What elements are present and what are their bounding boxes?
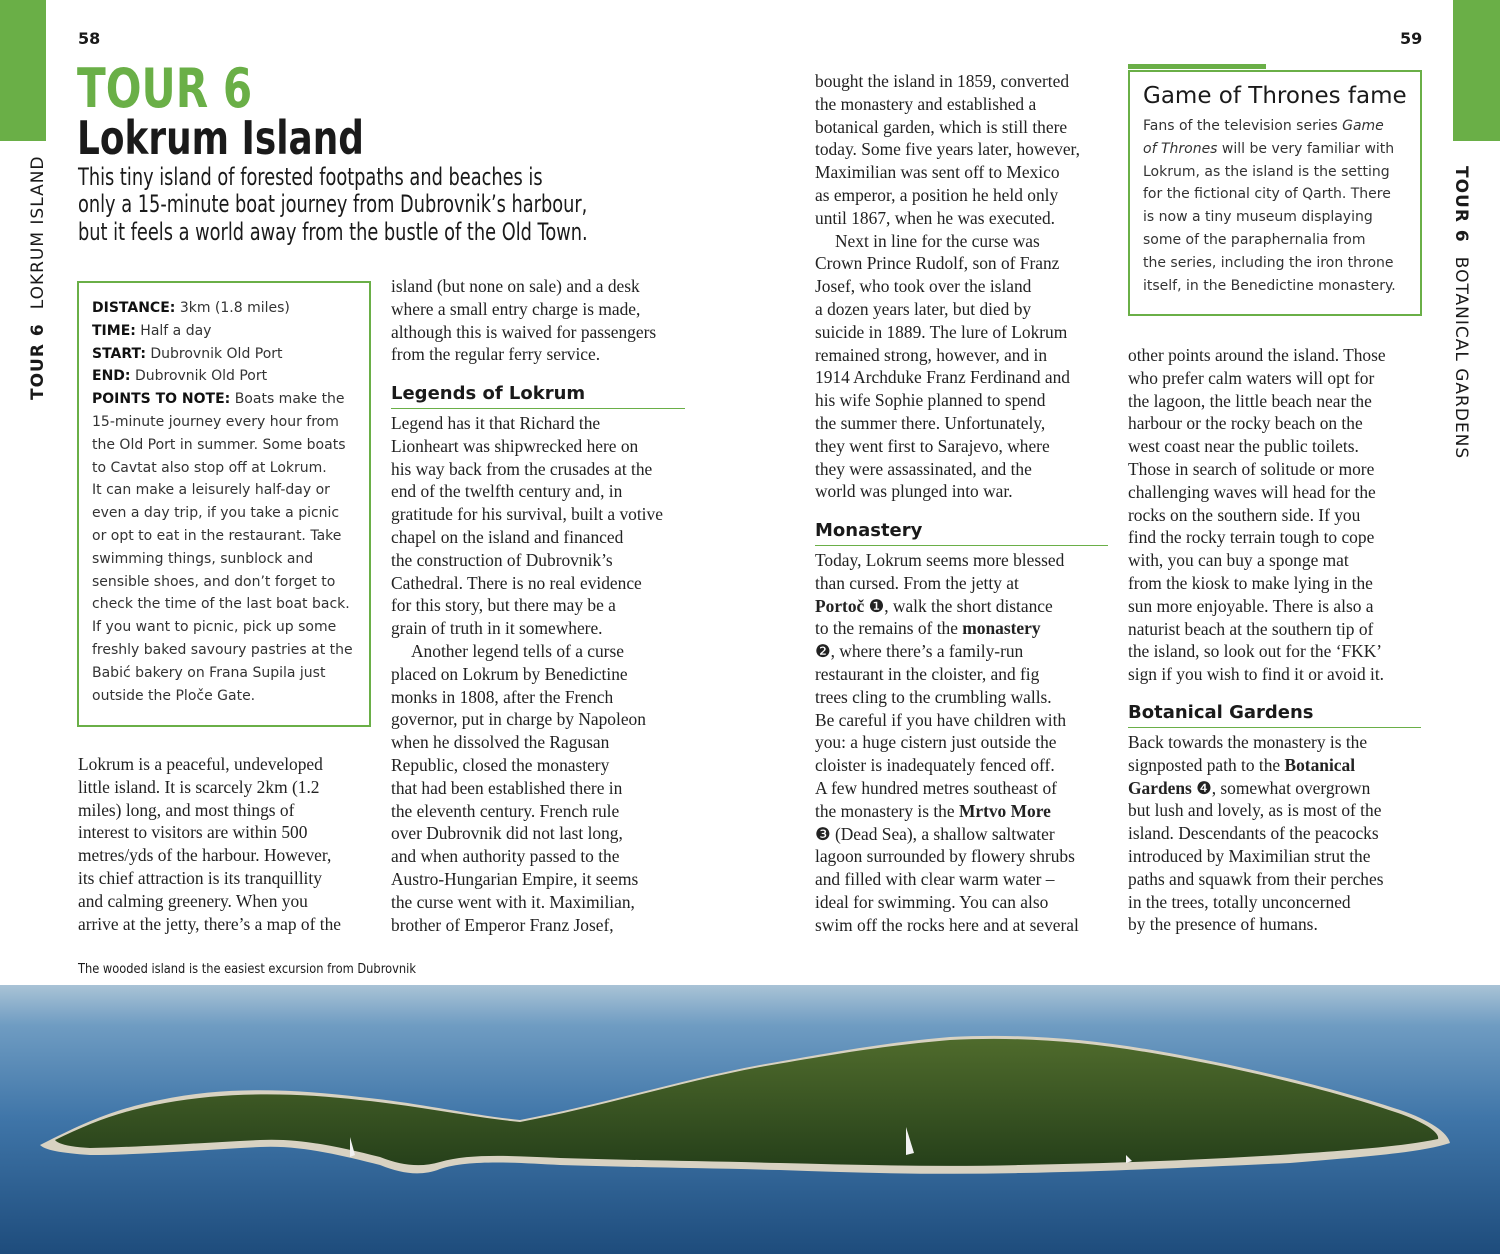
side-label-text: BOTANICAL GARDENS <box>1451 256 1471 460</box>
text-line: the construction of Dubrovnik’s <box>391 549 613 570</box>
body-column-3a <box>815 70 1080 503</box>
text-line: It can make a leisurely half-day or <box>92 482 330 499</box>
text-line: DISTANCE: 3km (1.8 miles) <box>92 300 290 316</box>
intro-line: This tiny island of forested footpaths and beaches is <box>78 163 543 191</box>
text-line: his way back from the crusades at the <box>391 458 653 479</box>
text-line: and calming greenery. When you <box>78 890 308 911</box>
text-line: naturist beach at the southern tip of <box>1128 618 1374 639</box>
got-box-title: Game of Thrones fame <box>1143 83 1407 109</box>
heading-monastery: Monastery <box>815 520 1108 546</box>
text-line: If you want to picnic, pick up some <box>92 619 337 636</box>
text-line: restaurant in the cloister, and fig <box>815 663 1040 684</box>
text-line: or opt to eat in the restaurant. Take <box>92 527 342 544</box>
side-label-tour: TOUR 6 <box>1451 166 1471 243</box>
text-line: Back towards the monastery is the <box>1128 732 1368 752</box>
text-line: bought the island in 1859, converted <box>815 71 1070 91</box>
text-line: trees cling to the crumbling walls. <box>815 686 1052 707</box>
text-line: world was plunged into war. <box>815 481 1013 502</box>
text-line: for this story, but there may be a <box>391 595 616 616</box>
body-column-2a <box>391 275 656 366</box>
got-box-accent <box>1128 64 1266 69</box>
page-title: Lokrum Island <box>77 111 364 165</box>
text-line: the eleventh century. French rule <box>391 800 620 821</box>
text-line: the monastery is the Mrtvo More <box>815 800 1051 821</box>
text-line: signposted path to the Botanical <box>1128 754 1356 775</box>
text-line: lagoon surrounded by flowery shrubs <box>815 846 1075 867</box>
text-line: the lagoon, the little beach near the <box>1128 390 1372 411</box>
text-line: Josef, who took over the island <box>815 276 1032 297</box>
side-label-left <box>28 155 48 400</box>
text-line: when he dissolved the Ragusan <box>391 732 610 753</box>
text-line: but lush and lovely, as is most of the <box>1128 800 1382 821</box>
text-line: freshly baked savoury pastries at the <box>92 641 353 658</box>
page-number-right: 59 <box>1400 29 1423 48</box>
text-line: governor, put in charge by Napoleon <box>391 709 646 730</box>
side-label-tour: TOUR 6 <box>28 323 48 400</box>
text-line: the monastery and established a <box>815 93 1037 114</box>
text-line: Next in line for the curse was <box>835 230 1040 251</box>
text-line: Lokrum is a peaceful, undeveloped <box>78 754 323 774</box>
island-photo <box>0 985 1500 1254</box>
intro-line: only a 15-minute boat journey from Dubrovnik’s harbour, <box>78 190 588 219</box>
text-line: introduced by Maximilian strut the <box>1128 845 1371 866</box>
text-line: to Cavtat also stop off at Lokrum. <box>92 459 327 476</box>
text-line: the island, so look out for the ‘FKK’ <box>1128 641 1383 662</box>
text-line: the summer there. Unfortunately, <box>815 412 1046 433</box>
text-line: START: Dubrovnik Old Port <box>92 345 283 362</box>
text-line: some of the paraphernalia from <box>1143 231 1366 248</box>
text-line: Crown Prince Rudolf, son of Franz <box>815 253 1060 274</box>
text-line: they were assassinated, and the <box>815 458 1032 479</box>
text-line: metres/yds of the harbour. However, <box>78 845 332 866</box>
body-column-4a <box>1128 344 1386 686</box>
text-line: END: Dubrovnik Old Port <box>92 368 268 385</box>
body-column-4b <box>1128 731 1383 936</box>
text-line: Fans of the television series Game <box>1143 118 1384 134</box>
text-line: gratitude for his survival, built a votive <box>391 504 663 525</box>
text-line: that had been established there in <box>391 777 623 798</box>
page-number-left: 58 <box>78 29 101 48</box>
text-line: island. Descendants of the peacocks <box>1128 823 1379 844</box>
text-line: Maximilian was sent off to Mexico <box>815 162 1060 183</box>
text-line: where a small entry charge is made, <box>391 298 641 319</box>
text-line: 1914 Archduke Franz Ferdinand and <box>815 367 1070 388</box>
text-line: island (but none on sale) and a desk <box>391 276 640 296</box>
text-line: of Thrones will be very familiar with <box>1143 140 1395 157</box>
text-line: ideal for swimming. You can also <box>815 891 1049 912</box>
text-line: Today, Lokrum seems more blessed <box>815 550 1065 570</box>
got-box-text <box>1143 115 1396 297</box>
text-line: the Old Port in summer. Some boats <box>92 436 346 453</box>
text-line: Portoč ❶, walk the short distance <box>815 595 1053 616</box>
text-line: who prefer calm waters will opt for <box>1128 367 1375 388</box>
text-line: Republic, closed the monastery <box>391 754 610 775</box>
text-line: Be careful if you have children with <box>815 709 1067 730</box>
body-column-3b <box>815 549 1079 937</box>
text-line: as emperor, a position he held only <box>815 184 1059 205</box>
text-line: outside the Ploče Gate. <box>92 687 256 704</box>
text-line: interest to visitors are within 500 <box>78 822 308 843</box>
text-line: A few hundred metres southeast of <box>815 777 1057 798</box>
text-line: ❸ (Dead Sea), a shallow saltwater <box>815 823 1055 844</box>
text-line: Lionheart was shipwrecked here on <box>391 435 639 456</box>
text-line: other points around the island. Those <box>1128 345 1386 365</box>
text-line: swimming things, sunblock and <box>92 550 314 567</box>
text-line: brother of Emperor Franz Josef, <box>391 914 614 935</box>
text-line: grain of truth in it somewhere. <box>391 618 603 639</box>
text-line: check the time of the last boat back. <box>92 596 350 613</box>
text-line: Cathedral. There is no real evidence <box>391 572 642 593</box>
text-line: paths and squawk from their perches <box>1128 868 1384 889</box>
text-line: arrive at the jetty, there’s a map of the <box>78 913 341 934</box>
tour-number: TOUR 6 <box>77 57 253 120</box>
text-line: Austro-Hungarian Empire, it seems <box>391 868 639 889</box>
text-line: sun more enjoyable. There is also a <box>1128 595 1374 616</box>
text-line: by the presence of humans. <box>1128 914 1318 935</box>
text-line: suicide in 1889. The lure of Lokrum <box>815 321 1068 342</box>
text-line: is now a tiny museum displaying <box>1143 209 1373 226</box>
text-line: Another legend tells of a curse <box>411 640 624 661</box>
text-line: today. Some five years later, however, <box>815 139 1081 160</box>
text-line: remained strong, however, and in <box>815 344 1048 365</box>
chapter-tab-right <box>1453 0 1500 141</box>
text-line: Lokrum, as the island is the setting <box>1143 163 1390 180</box>
text-line: challenging waves will head for the <box>1128 481 1376 502</box>
text-line: harbour or the rocky beach on the <box>1128 413 1363 434</box>
text-line: cloister is inadequately fenced off. <box>815 755 1055 776</box>
text-line: TIME: Half a day <box>92 322 212 339</box>
text-line: chapel on the island and financed <box>391 526 624 547</box>
text-line: sign if you wish to find it or avoid it. <box>1128 664 1385 685</box>
text-line: from the regular ferry service. <box>391 344 601 365</box>
text-line: you: a huge cistern just outside the <box>815 732 1057 753</box>
chapter-tab-left <box>0 0 46 141</box>
text-line: Babić bakery on Frana Supila just <box>92 664 326 681</box>
text-line: end of the twelfth century and, in <box>391 481 623 502</box>
text-line: and filled with clear warm water – <box>815 869 1055 890</box>
text-line: swim off the rocks here and at several <box>815 914 1079 935</box>
photo-caption: The wooded island is the easiest excursion from Dubrovnik <box>78 962 416 977</box>
text-line: find the rocky terrain tough to cope <box>1128 527 1375 548</box>
info-box-text <box>92 297 353 707</box>
text-line: little island. It is scarcely 2km (1.2 <box>78 776 320 797</box>
text-line: to the remains of the monastery <box>815 618 1041 639</box>
heading-legends: Legends of Lokrum <box>391 383 685 409</box>
text-line: placed on Lokrum by Benedictine <box>391 663 628 684</box>
side-label-text: LOKRUM ISLAND <box>28 155 48 310</box>
text-line: Those in search of solitude or more <box>1128 458 1375 479</box>
text-line: sensible shoes, and don’t forget to <box>92 573 336 590</box>
text-line: in the trees, totally unconcerned <box>1128 891 1351 912</box>
text-line: Legend has it that Richard the <box>391 413 601 433</box>
text-line: the curse went with it. Maximilian, <box>391 891 635 912</box>
text-line: its chief attraction is its tranquillity <box>78 867 322 888</box>
text-line: even a day trip, if you take a picnic <box>92 505 340 522</box>
text-line: for the fictional city of Qarth. There <box>1143 186 1391 203</box>
text-line: monks in 1808, after the French <box>391 686 614 707</box>
text-line: over Dubrovnik did not last long, <box>391 823 623 844</box>
intro-line: but it feels a world away from the bustle of the Old Town. <box>78 217 588 246</box>
text-line: 15-minute journey every hour from <box>92 413 339 430</box>
text-line: itself, in the Benedictine monastery. <box>1143 277 1396 294</box>
text-line: the series, including the iron throne <box>1143 254 1394 271</box>
text-line: Gardens ❹, somewhat overgrown <box>1128 777 1371 798</box>
text-line: ❷, where there’s a family-run <box>815 641 1024 662</box>
text-line: until 1867, when he was executed. <box>815 207 1056 228</box>
text-line: they went first to Sarajevo, where <box>815 435 1050 456</box>
body-column-1 <box>78 753 341 935</box>
body-column-2b <box>391 412 663 936</box>
text-line: from the kiosk to make lying in the <box>1128 572 1373 593</box>
text-line: rocks on the southern side. If you <box>1128 504 1361 525</box>
text-line: than cursed. From the jetty at <box>815 572 1019 593</box>
text-line: although this is waived for passengers <box>391 321 657 342</box>
intro-text <box>78 164 588 246</box>
text-line: POINTS TO NOTE: Boats make the <box>92 391 345 408</box>
heading-botanical: Botanical Gardens <box>1128 702 1421 728</box>
text-line: botanical garden, which is still there <box>815 116 1068 137</box>
text-line: a dozen years later, but died by <box>815 298 1032 319</box>
text-line: with, you can buy a sponge mat <box>1128 550 1349 571</box>
side-label-right <box>1451 166 1471 459</box>
text-line: west coast near the public toilets. <box>1128 436 1359 457</box>
text-line: and when authority passed to the <box>391 846 620 867</box>
text-line: miles) long, and most things of <box>78 799 295 820</box>
text-line: his wife Sophie planned to spend <box>815 390 1046 411</box>
